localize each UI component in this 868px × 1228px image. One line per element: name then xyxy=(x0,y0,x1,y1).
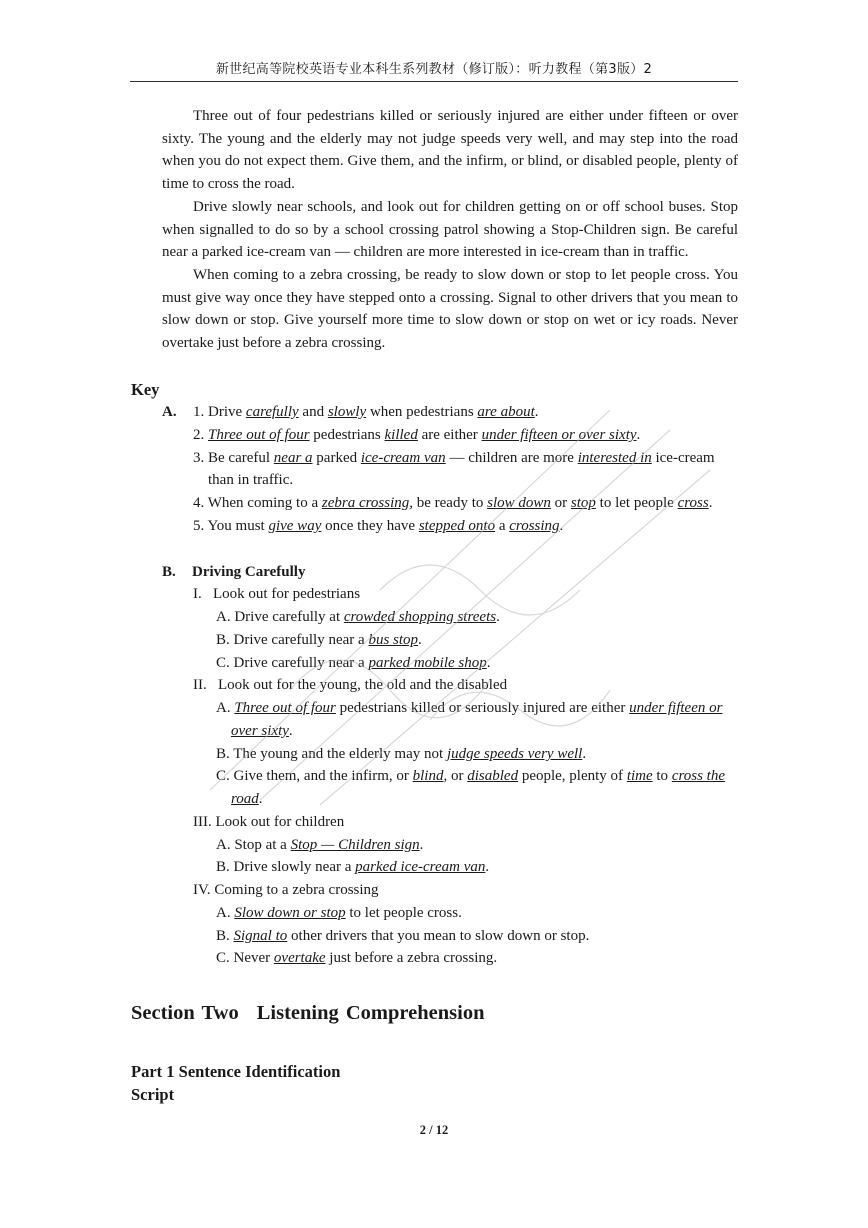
answer: slowly xyxy=(327,404,367,420)
answer: judge speeds very well xyxy=(446,746,583,762)
intro-paragraph-1: Three out of four pedestrians killed or seriously injured are either under fifteen or over sixty. The young and the elderly may not judge speeds very well, and may step into the road when you do not expect them. Give them, and the infirm, or blind, or disabled people, plenty of time to cross the road. xyxy=(162,108,738,193)
outline-2c: C. Give them, and the infirm, or blind, or disabled people, plenty of time to cross the xyxy=(216,768,726,784)
intro-paragraph-3: When coming to a zebra crossing, be ready to slow down or stop to let people cross. You must give way once they have stepped onto a crossing. Signal to other drivers that you mean to slow down or stop. Give yourself more time to slow down or stop on wet or icy roads. Never overtake just before a zebra crossing. xyxy=(162,267,738,352)
answer: road xyxy=(231,791,259,807)
outline-1b: B. Drive carefully near a bus stop. xyxy=(216,632,422,648)
answer: near a xyxy=(273,450,313,466)
answer: carefully xyxy=(245,404,299,420)
part1-heading: Part 1 Sentence Identification xyxy=(131,1062,341,1081)
answer: under fifteen or xyxy=(629,700,723,716)
answer: blind xyxy=(412,768,444,784)
answer: parked mobile shop xyxy=(368,655,487,671)
answer: are about xyxy=(477,404,535,420)
intro-paragraph-2: Drive slowly near schools, and look out for children getting on or off school buses. Stop when signalled to do so by a school crossing patrol showing a Stop-Children sign. Be careful near a parked ice-cream van — children are more interested in ice-cream than in traffic. xyxy=(162,199,738,261)
part-b-label: B. xyxy=(162,564,176,580)
outline-2a-cont: over sixty. xyxy=(231,723,293,739)
answer: time xyxy=(626,768,653,784)
answer: under fifteen or over sixty xyxy=(481,427,637,443)
answer: crossing xyxy=(509,518,560,534)
outline-3b: B. Drive slowly near a parked ice-cream van. xyxy=(216,859,490,875)
key-a-item-2: 2. Three out of four pedestrians killed are either under fifteen or over sixty. xyxy=(193,427,641,443)
answer: Slow down or stop xyxy=(234,905,346,921)
key-a-item-4: 4. When coming to a zebra crossing, be ready to slow down or stop to let people cross. xyxy=(193,495,713,511)
key-a-item-5: 5. You must give way once they have stepped onto a crossing. xyxy=(193,518,564,534)
part-a-label: A. xyxy=(162,404,177,420)
answer: stop xyxy=(570,495,596,511)
answer: stepped onto xyxy=(418,518,496,534)
outline-section-4: IV. Coming to a zebra crossing xyxy=(193,882,379,898)
outline-4a: A. Slow down or stop to let people cross. xyxy=(216,905,462,921)
key-heading: Key xyxy=(131,380,160,399)
outline-1c: C. Drive carefully near a parked mobile shop. xyxy=(216,655,491,671)
answer: Stop — Children sign xyxy=(290,837,420,853)
outline-4b: B. Signal to other drivers that you mean to slow down or stop. xyxy=(216,928,590,944)
outline-4c: C. Never overtake just before a zebra crossing. xyxy=(216,950,498,966)
outline-1a: A. Drive carefully at crowded shopping streets. xyxy=(216,609,500,625)
section-two-heading: Section Two Listening Comprehension xyxy=(131,1002,485,1024)
answer: over sixty xyxy=(231,723,289,739)
answer: disabled xyxy=(467,768,519,784)
script-heading: Script xyxy=(131,1085,175,1104)
answer: Three out of four xyxy=(234,700,336,716)
answer: Three out of four xyxy=(208,427,310,443)
outline-2c-cont: road. xyxy=(231,791,263,807)
outline-section-1: I. Look out for pedestrians xyxy=(193,586,361,602)
outline-section-2: II. Look out for the young, the old and the disabled xyxy=(193,677,508,693)
answer: bus stop xyxy=(368,632,419,648)
running-header: 新世纪高等院校英语专业本科生系列教材（修订版）：听力教程（第3版）2 xyxy=(130,60,738,82)
answer: slow down xyxy=(487,495,551,511)
outline-2a: A. Three out of four pedestrians killed or seriously injured are either under fifteen or xyxy=(216,700,723,716)
page-number: 2 / 12 xyxy=(419,1123,449,1137)
outline-3a: A. Stop at a Stop — Children sign. xyxy=(216,837,424,853)
answer: killed xyxy=(384,427,418,443)
answer: give way xyxy=(268,518,322,534)
key-a-item-3: 3. Be careful near a parked ice-cream van — children are more interested in ice-cream xyxy=(193,450,715,466)
answer: ice-cream van xyxy=(360,450,446,466)
answer: cross the xyxy=(671,768,726,784)
answer: crowded shopping streets xyxy=(343,609,497,625)
answer: overtake xyxy=(273,950,326,966)
part-b-title: Driving Carefully xyxy=(192,564,306,580)
outline-section-3: III. Look out for children xyxy=(193,814,345,830)
key-a-item-3-cont: than in traffic. xyxy=(208,472,294,488)
answer: cross xyxy=(677,495,709,511)
key-a-item-1: 1. Drive carefully and slowly when pedestrians are about. xyxy=(193,404,539,420)
outline-2b: B. The young and the elderly may not judge speeds very well. xyxy=(216,746,587,762)
answer: parked ice-cream van xyxy=(355,859,486,875)
answer: Signal to xyxy=(233,928,288,944)
answer: interested in xyxy=(577,450,652,466)
answer: zebra crossing xyxy=(321,495,410,511)
